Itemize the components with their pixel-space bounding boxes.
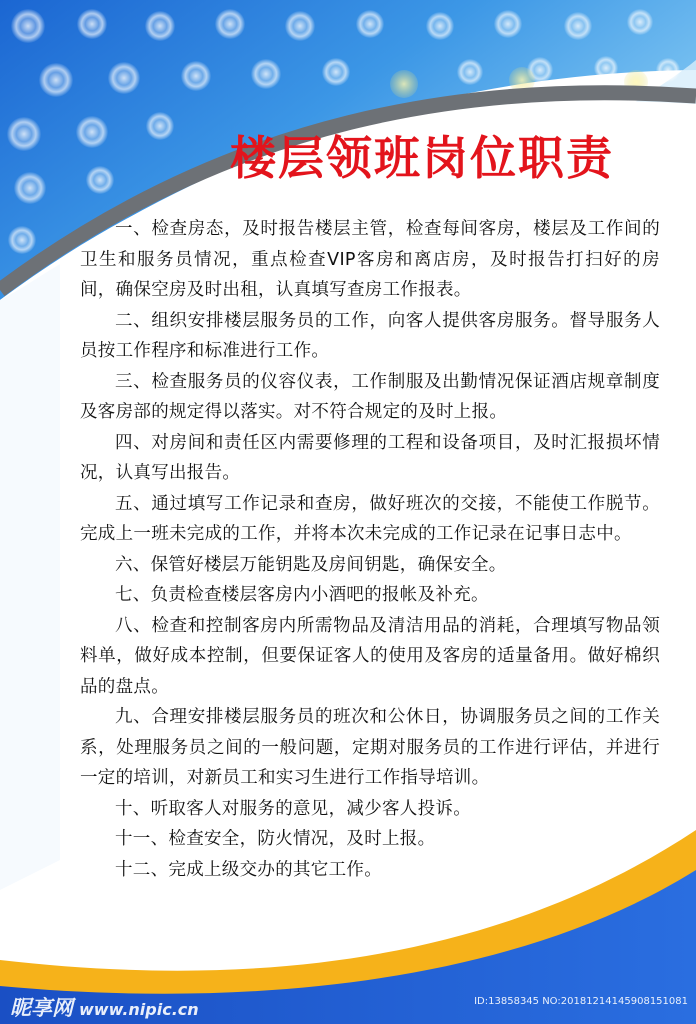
duty-item-12: 十二、完成上级交办的其它工作。 [115, 859, 382, 880]
duty-item-5: 五、通过填写工作记录和查房，做好班次的交接，不能使工作脱节。完成上一班未完成的工作，并将本次未完成的工作记录在记事日志中。 [80, 493, 660, 544]
duty-item-1: 一、检查房态，及时报告楼层主管，检查每间客房，楼层及工作间的卫生和服务员情况，重点检查VIP客房和离店房，及时报告打扫好的房间，确保空房及时出租，认真填写查房工作报表。 [80, 219, 660, 300]
duty-item-10: 十、听取客人对服务的意见，减少客人投诉。 [115, 798, 471, 819]
duty-item-7: 七、负责检查楼层客房内小酒吧的报帐及补充。 [115, 585, 489, 605]
watermark-logo-text: 昵享网 [10, 996, 73, 1020]
duty-item-3: 三、检查服务员的仪容仪表，工作制服及出勤情况保证酒店规章制度及客房部的规定得以落实。对不符合规定的及时上报。 [80, 371, 660, 422]
duty-item-2: 二、组织安排楼层服务员的工作，向客人提供客房服务。督导服务人员按工作程序和标准进行工作。 [80, 310, 660, 361]
duty-list [80, 214, 660, 885]
duty-item-9: 九、合理安排楼层服务员的班次和公休日，协调服务员之间的工作关系，处理服务员之间的一般问题，定期对服务员的工作进行评估，并进行一定的培训，对新员工和实习生进行工作指导培训。 [80, 707, 660, 788]
watermark-url: www.nipic.cn [79, 1000, 199, 1019]
duty-item-8: 八、检查和控制客房内所需物品及清洁用品的消耗，合理填写物品领料单，做好成本控制，但要保证客人的使用及客房的适量备用。做好棉织品的盘点。 [80, 615, 660, 697]
watermark-logo [10, 992, 199, 1022]
duty-item-4: 四、对房间和责任区内需要修理的工程和设备项目，及时汇报损坏情况，认真写出报告。 [80, 432, 660, 483]
poster-title: 楼层领班岗位职责 [230, 131, 614, 185]
watermark-id: ID:13858345 NO:20181214145908151081 [474, 996, 688, 1007]
duty-item-11: 十一、检查安全，防火情况，及时上报。 [115, 829, 436, 849]
duty-item-6: 六、保管好楼层万能钥匙及房间钥匙，确保安全。 [115, 554, 507, 575]
